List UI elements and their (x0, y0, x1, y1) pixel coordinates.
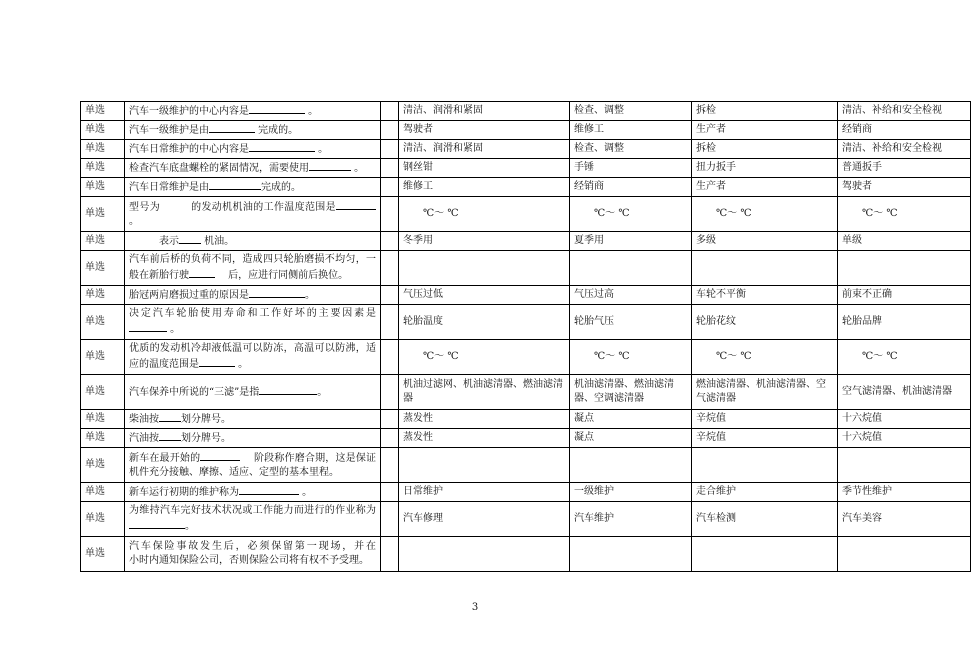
option-a-cell (399, 121, 570, 140)
question-type-cell: 单选 (81, 340, 125, 375)
option-c-cell (692, 197, 838, 232)
option-d-cell (838, 375, 971, 410)
option-c-cell (692, 305, 838, 340)
question-text: 汽油按 (129, 433, 159, 444)
table-row (81, 305, 971, 340)
question-text: 汽车一级维护的中心内容是 (129, 106, 249, 117)
option-b-cell (570, 305, 692, 340)
question-text-cell (125, 448, 381, 483)
option-b-text: 经销商 (574, 181, 604, 192)
question-type-cell: 单选 (81, 121, 125, 140)
question-text-cell (125, 375, 381, 410)
question-type-cell: 单选 (81, 102, 125, 121)
option-a-cell (399, 340, 570, 375)
question-type-cell: 单选 (81, 537, 125, 572)
option-a-cell (399, 251, 570, 286)
question-type-cell: 单选 (81, 286, 125, 305)
option-c-cell (692, 537, 838, 572)
option-b-cell (570, 375, 692, 410)
spacer-cell (381, 502, 399, 537)
spacer-cell (381, 305, 399, 340)
question-table-body (81, 102, 971, 572)
table-row (81, 448, 971, 483)
option-d-cell (838, 448, 971, 483)
answer-blank (209, 179, 261, 190)
option-a-cell (399, 429, 570, 448)
option-b-text: ℃～ ℃ (594, 208, 630, 219)
question-text: 阶段称作磨合期，这是保证机件充分接触、摩擦、适应、定型的基本里程。 (129, 453, 377, 478)
option-b-text: 一级维护 (574, 486, 614, 497)
option-d-cell (838, 502, 971, 537)
answer-blank (189, 267, 215, 278)
option-d-cell (838, 121, 971, 140)
question-text-cell (125, 429, 381, 448)
option-d-cell (838, 251, 971, 286)
question-text: 汽车保险事故发生后，必须保留第一现场，并在 小时内通知保险公司，否则保险公司将有权不予受理。 (129, 541, 406, 566)
question-text-cell (125, 305, 381, 340)
table-row (81, 483, 971, 502)
option-c-text: 辛烷值 (696, 413, 726, 424)
table-row (81, 410, 971, 429)
option-a-text: 清洁、润滑和紧固 (403, 105, 483, 116)
question-text: 胎冠两肩磨损过重的原因是 (129, 290, 249, 301)
option-c-cell (692, 448, 838, 483)
option-b-cell (570, 121, 692, 140)
table-row (81, 197, 971, 232)
question-type-cell: 单选 (81, 375, 125, 410)
option-d-text: ℃～ ℃ (862, 351, 898, 362)
option-c-cell (692, 502, 838, 537)
option-d-cell (838, 232, 971, 251)
option-b-text: 轮胎气压 (574, 316, 614, 327)
answer-blank (159, 430, 181, 441)
option-c-text: 走合维护 (696, 486, 736, 497)
option-b-text: 汽车维护 (574, 513, 614, 524)
option-a-text: 气压过低 (403, 289, 443, 300)
option-b-text: 气压过高 (574, 289, 614, 300)
question-text: 。 (299, 487, 313, 498)
question-text-cell (125, 251, 381, 286)
option-b-cell (570, 159, 692, 178)
option-c-text: ℃～ ℃ (716, 351, 752, 362)
question-text: 汽车保养中所说的“三滤”是指 (129, 387, 260, 398)
question-type-cell: 单选 (81, 178, 125, 197)
option-c-cell (692, 410, 838, 429)
question-text: 完成的。 (261, 182, 301, 193)
option-d-cell (838, 429, 971, 448)
option-b-cell (570, 232, 692, 251)
spacer-cell (381, 483, 399, 502)
question-text-cell (125, 178, 381, 197)
spacer-cell (381, 448, 399, 483)
option-a-text: ℃～ ℃ (423, 208, 459, 219)
option-a-cell (399, 448, 570, 483)
question-text: 决定汽车轮胎使用寿命和工作好坏的主要因素是 (129, 308, 376, 319)
option-b-cell (570, 537, 692, 572)
option-c-cell (692, 483, 838, 502)
option-a-cell (399, 375, 570, 410)
table-row (81, 102, 971, 121)
question-text: 。 (235, 359, 249, 370)
option-a-cell (399, 502, 570, 537)
question-text: 检查汽车底盘螺栓的紧固情况，需要使用 (129, 163, 309, 174)
question-text: 。 (167, 324, 181, 335)
option-d-cell (838, 102, 971, 121)
question-text: 。 (305, 290, 315, 301)
option-d-cell (838, 483, 971, 502)
question-text-cell (125, 159, 381, 178)
spacer-cell (381, 197, 399, 232)
option-d-text: 单级 (842, 235, 862, 246)
question-text-cell (125, 197, 381, 232)
option-c-cell (692, 286, 838, 305)
option-d-cell (838, 537, 971, 572)
option-d-text: 前束不正确 (842, 289, 892, 300)
option-a-cell (399, 410, 570, 429)
table-row (81, 502, 971, 537)
option-a-text: 轮胎温度 (403, 316, 443, 327)
question-type-cell: 单选 (81, 232, 125, 251)
option-b-text: ℃～ ℃ (594, 351, 630, 362)
option-a-cell (399, 159, 570, 178)
question-text: 完成的。 (255, 125, 299, 136)
answer-blank (249, 141, 315, 152)
question-type-cell: 单选 (81, 410, 125, 429)
question-text-cell (125, 483, 381, 502)
option-c-cell (692, 159, 838, 178)
option-a-text: ℃～ ℃ (423, 351, 459, 362)
spacer-cell (381, 121, 399, 140)
answer-blank (179, 233, 201, 244)
option-a-text: 钢丝钳 (403, 162, 433, 173)
table-row (81, 159, 971, 178)
option-b-cell (570, 410, 692, 429)
question-text: 为维持汽车完好技术状况或工作能力而进行的作业称为 (129, 505, 376, 516)
option-a-cell (399, 102, 570, 121)
option-a-cell (399, 232, 570, 251)
answer-blank (209, 122, 255, 133)
option-d-cell (838, 197, 971, 232)
table-row (81, 140, 971, 159)
option-a-cell (399, 483, 570, 502)
option-d-cell (838, 178, 971, 197)
question-text: 汽车前后桥的负荷不同，造成四只轮胎磨损不均匀，一般在新胎行驶 (129, 254, 376, 281)
option-d-cell (838, 159, 971, 178)
option-c-text: 拆检 (696, 105, 716, 116)
question-type-cell: 单选 (81, 448, 125, 483)
question-text-cell (125, 286, 381, 305)
option-a-text: 清洁、润滑和紧固 (403, 143, 483, 154)
question-text: 汽车日常维护的中心内容是 (129, 144, 249, 155)
question-text: 。 (305, 106, 319, 117)
option-c-text: 生产者 (696, 181, 726, 192)
option-b-text: 检查、调整 (574, 105, 624, 116)
option-c-cell (692, 375, 838, 410)
page-number: 3 (471, 602, 479, 613)
answer-blank (200, 450, 240, 461)
spacer-cell (381, 232, 399, 251)
spacer-cell (381, 410, 399, 429)
answer-blank (129, 518, 185, 529)
question-text: 。 (351, 163, 365, 174)
option-d-cell (838, 140, 971, 159)
question-text-cell (125, 537, 406, 572)
option-d-cell (838, 340, 971, 375)
option-c-text: 扭力扳手 (696, 162, 736, 173)
spacer-cell (381, 286, 399, 305)
question-text-cell (125, 410, 381, 429)
option-a-cell (399, 178, 570, 197)
table-row (81, 537, 971, 572)
option-c-text: 轮胎花纹 (696, 316, 736, 327)
option-a-cell (399, 305, 570, 340)
option-b-text: 机油滤清器、燃油滤清器、空调滤清器 (574, 379, 674, 404)
option-c-cell (692, 178, 838, 197)
option-c-cell (692, 340, 838, 375)
question-text: 。 (129, 216, 139, 227)
option-c-cell (692, 102, 838, 121)
option-d-text: 汽车美容 (842, 513, 882, 524)
option-b-cell (570, 448, 692, 483)
option-c-text: 辛烷值 (696, 432, 726, 443)
answer-blank (336, 199, 376, 210)
option-a-text: 日常维护 (403, 486, 443, 497)
question-text: 型号为 的发动机机油的工作温度范围是 (129, 202, 336, 213)
spacer-cell (381, 159, 399, 178)
question-type-cell: 单选 (81, 429, 125, 448)
option-a-cell (399, 286, 570, 305)
spacer-cell (381, 375, 399, 410)
option-a-text: 驾驶者 (403, 124, 433, 135)
option-c-cell (692, 251, 838, 286)
option-d-text: 清洁、补给和安全检视 (842, 143, 942, 154)
question-text-cell (125, 340, 381, 375)
option-d-text: 十六烷值 (842, 432, 882, 443)
option-c-text: 多级 (696, 235, 716, 246)
question-type-cell: 单选 (81, 159, 125, 178)
question-text: 。 (315, 144, 329, 155)
option-b-cell (570, 286, 692, 305)
option-a-text: 维修工 (403, 181, 433, 192)
option-b-cell (570, 140, 692, 159)
option-c-text: 车轮不平衡 (696, 289, 746, 300)
question-text: 划分牌号。 (181, 433, 231, 444)
spacer-cell (381, 251, 399, 286)
option-c-text: 生产者 (696, 124, 726, 135)
option-a-text: 汽车修理 (403, 513, 443, 524)
question-text-cell (125, 140, 381, 159)
option-c-text: 燃油滤清器、机油滤清器、空气滤清器 (696, 379, 826, 404)
option-d-text: 轮胎品牌 (842, 316, 882, 327)
option-d-text: 普通扳手 (842, 162, 882, 173)
spacer-cell (381, 178, 399, 197)
question-table (80, 101, 971, 572)
option-c-cell (692, 140, 838, 159)
table-row (81, 251, 971, 286)
option-d-text: 十六烷值 (842, 413, 882, 424)
option-c-cell (692, 429, 838, 448)
option-d-cell (838, 286, 971, 305)
option-c-text: 拆检 (696, 143, 716, 154)
option-d-text: 空气滤清器、机油滤清器 (842, 386, 952, 397)
question-text: 后，应进行同侧前后换位。 (215, 270, 349, 281)
question-sheet (80, 101, 950, 569)
question-type-cell: 单选 (81, 140, 125, 159)
table-row (81, 429, 971, 448)
question-text: 汽车日常维护是由 (129, 182, 209, 193)
spacer-cell (381, 102, 399, 121)
option-b-cell (570, 502, 692, 537)
option-b-text: 凝点 (574, 413, 594, 424)
option-d-cell (838, 305, 971, 340)
question-type-cell: 单选 (81, 251, 125, 286)
option-b-cell (570, 102, 692, 121)
option-a-text: 机油过滤网、机油滤清器、燃油滤清器 (403, 379, 563, 404)
answer-blank (309, 160, 351, 171)
option-d-cell (838, 410, 971, 429)
question-text: 柴油按 (129, 414, 159, 425)
table-row (81, 121, 971, 140)
answer-blank (129, 321, 167, 332)
question-type-cell: 单选 (81, 502, 125, 537)
option-b-cell (570, 178, 692, 197)
option-b-text: 维修工 (574, 124, 604, 135)
question-text-cell (125, 502, 381, 537)
option-c-cell (692, 121, 838, 140)
question-text: 汽车一级维护是由 (129, 125, 209, 136)
table-row (81, 375, 971, 410)
option-b-text: 手锤 (574, 162, 594, 173)
option-d-text: 季节性维护 (842, 486, 892, 497)
question-text: 新车运行初期的维护称为 (129, 487, 239, 498)
question-type-cell: 单选 (81, 197, 125, 232)
question-text: 新车在最开始的 (129, 453, 201, 464)
table-row (81, 286, 971, 305)
option-a-cell (399, 537, 570, 572)
table-row (81, 178, 971, 197)
question-text: 。 (317, 387, 328, 398)
option-d-text: 清洁、补给和安全检视 (842, 105, 942, 116)
question-text-cell (125, 102, 381, 121)
option-b-text: 夏季用 (574, 235, 604, 246)
question-text: 。 (185, 521, 195, 532)
option-a-text: 冬季用 (403, 235, 433, 246)
option-b-text: 凝点 (574, 432, 594, 443)
option-b-cell (570, 429, 692, 448)
option-b-cell (570, 483, 692, 502)
question-type-cell: 单选 (81, 483, 125, 502)
question-text-cell (125, 121, 381, 140)
option-a-text: 蒸发性 (403, 413, 433, 424)
option-a-text: 蒸发性 (403, 432, 433, 443)
question-text: 表示 (129, 236, 179, 247)
question-type-cell: 单选 (81, 305, 125, 340)
answer-blank (259, 384, 317, 395)
question-text: 机油。 (201, 236, 235, 247)
question-text: 优质的发动机冷却液低温可以防冻，高温可以防沸，适应的温度范围是 (129, 343, 376, 370)
answer-blank (159, 411, 181, 422)
option-c-text: 汽车检测 (696, 513, 736, 524)
option-b-cell (570, 340, 692, 375)
option-a-cell (399, 197, 570, 232)
option-b-cell (570, 251, 692, 286)
option-b-text: 检查、调整 (574, 143, 624, 154)
answer-blank (249, 103, 305, 114)
option-b-cell (570, 197, 692, 232)
option-d-text: 驾驶者 (842, 181, 872, 192)
spacer-cell (381, 340, 399, 375)
option-d-text: 经销商 (842, 124, 872, 135)
answer-blank (199, 356, 235, 367)
spacer-cell (381, 429, 399, 448)
spacer-cell (381, 140, 399, 159)
answer-blank (249, 287, 305, 298)
option-c-cell (692, 232, 838, 251)
option-c-text: ℃～ ℃ (716, 208, 752, 219)
question-text: 划分牌号。 (181, 414, 231, 425)
table-row (81, 232, 971, 251)
option-a-cell (399, 140, 570, 159)
question-text-cell (125, 232, 381, 251)
table-row (81, 340, 971, 375)
option-d-text: ℃～ ℃ (862, 208, 898, 219)
answer-blank (239, 484, 299, 495)
